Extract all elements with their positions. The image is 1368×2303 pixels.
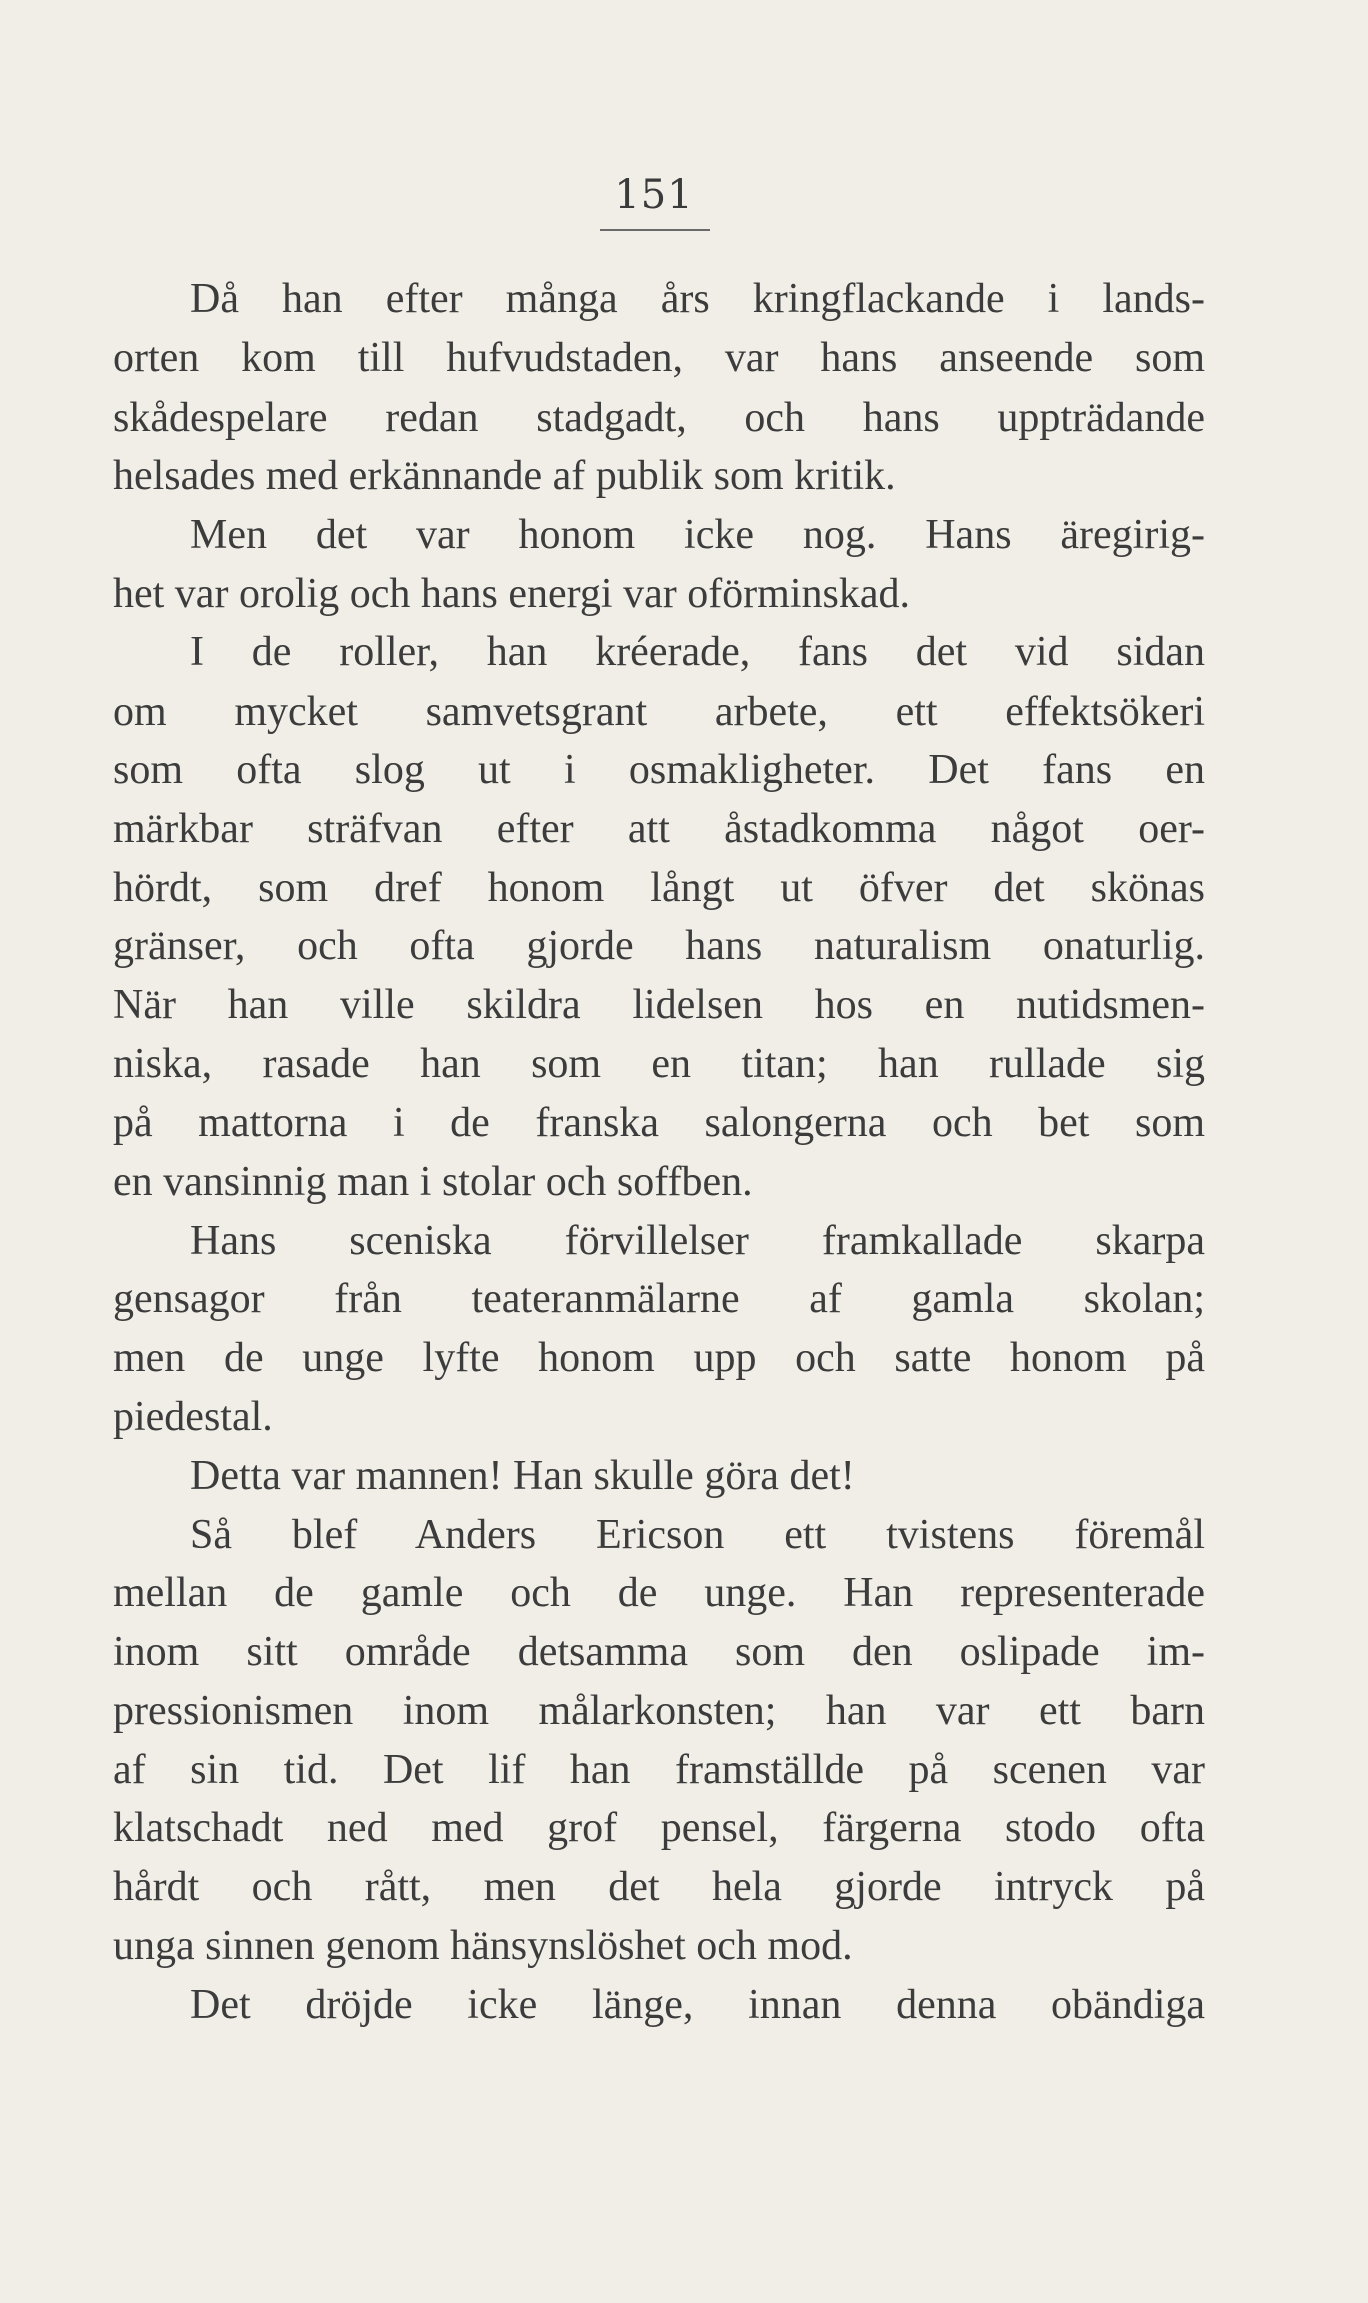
text-line: Men det var honom icke nog. Hans äregirig- (190, 512, 1205, 558)
page-number: 151 (614, 172, 694, 218)
text-line: När han ville skildra lidelsen hos en nutidsmen- (113, 982, 1205, 1028)
text-line: Då han efter många års kringflackande i lands- (190, 276, 1205, 322)
text-line: skådespelare redan stadgadt, och hans uppträdande (113, 395, 1205, 441)
text-line: en vansinnig man i stolar och soffben. (113, 1159, 753, 1205)
text-line: Hans sceniska förvillelser framkallade skarpa (190, 1218, 1205, 1264)
text-line: mellan de gamle och de unge. Han representerade (113, 1570, 1205, 1616)
text-line: Detta var mannen! Han skulle göra det! (190, 1453, 855, 1499)
text-line: pressionismen inom målarkonsten; han var ett barn (113, 1688, 1205, 1734)
text-line: klatschadt ned med grof pensel, färgerna stodo ofta (113, 1805, 1205, 1851)
text-line: het var orolig och hans energi var oförminskad. (113, 571, 910, 617)
text-line: I de roller, han kréerade, fans det vid sidan (190, 629, 1205, 675)
text-line: orten kom till hufvudstaden, var hans anseende som (113, 335, 1205, 381)
text-line: som ofta slog ut i osmakligheter. Det fans en (113, 747, 1205, 793)
text-line: gensagor från teateranmälarne af gamla skolan; (113, 1276, 1205, 1322)
text-line: men de unge lyfte honom upp och satte honom på (113, 1335, 1205, 1381)
text-line: helsades med erkännande af publik som kritik. (113, 453, 896, 499)
text-line: niska, rasade han som en titan; han rullade sig (113, 1041, 1205, 1087)
text-line: på mattorna i de franska salongerna och bet som (113, 1100, 1205, 1146)
text-line: inom sitt område detsamma som den oslipade im- (113, 1629, 1205, 1675)
text-line: hårdt och rått, men det hela gjorde intryck på (113, 1864, 1205, 1910)
text-line: Så blef Anders Ericson ett tvistens föremål (190, 1512, 1205, 1558)
text-line: om mycket samvetsgrant arbete, ett effektsökeri (113, 689, 1205, 735)
text-line: märkbar sträfvan efter att åstadkomma något oer- (113, 806, 1205, 852)
text-line: unga sinnen genom hänsynslöshet och mod. (113, 1923, 853, 1969)
text-line: hördt, som dref honom långt ut öfver det skönas (113, 865, 1205, 911)
text-line: piedestal. (113, 1394, 273, 1440)
text-line: Det dröjde icke länge, innan denna obändiga (190, 1982, 1205, 2028)
text-line: gränser, och ofta gjorde hans naturalism onaturlig. (113, 923, 1205, 969)
text-line: af sin tid. Det lif han framställde på scenen var (113, 1747, 1205, 1793)
